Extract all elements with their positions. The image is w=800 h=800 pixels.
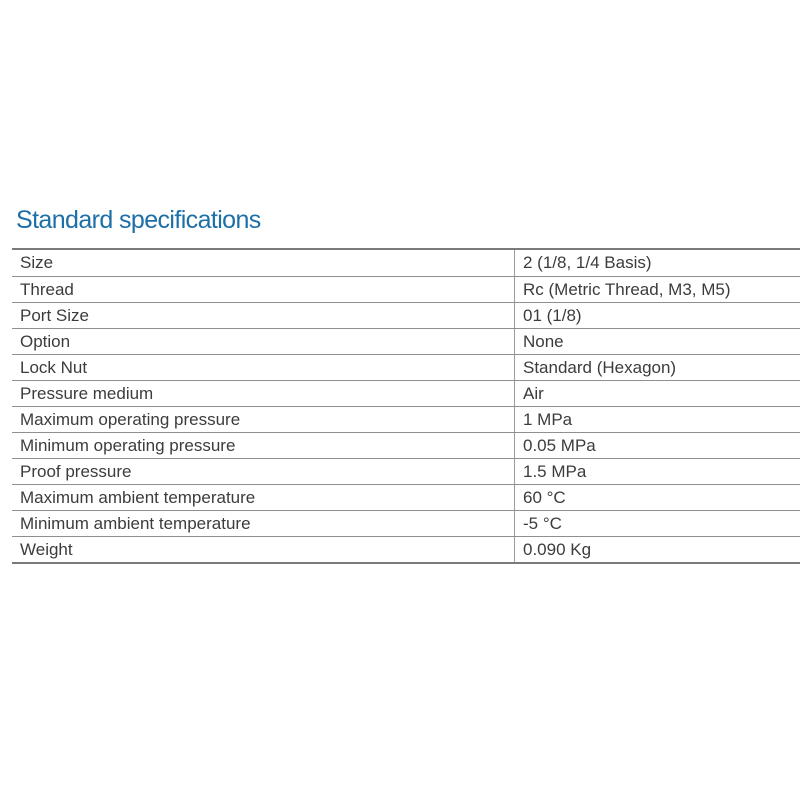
table-row bbox=[12, 510, 800, 536]
spec-value-proof-pressure: 1.5 MPa bbox=[515, 458, 800, 484]
table-row bbox=[12, 536, 800, 563]
table-row bbox=[12, 354, 800, 380]
spec-value-lock-nut: Standard (Hexagon) bbox=[515, 354, 800, 380]
table-row bbox=[12, 302, 800, 328]
table-row bbox=[12, 249, 800, 276]
spec-value-weight: 0.090 Kg bbox=[515, 536, 800, 563]
spec-label-proof-pressure: Proof pressure bbox=[12, 458, 515, 484]
spec-label-min-operating-pressure: Minimum operating pressure bbox=[12, 432, 515, 458]
spec-label-lock-nut: Lock Nut bbox=[12, 354, 515, 380]
spec-label-port-size: Port Size bbox=[12, 302, 515, 328]
table-row bbox=[12, 380, 800, 406]
spec-value-port-size: 01 (1/8) bbox=[515, 302, 800, 328]
table-row bbox=[12, 458, 800, 484]
spec-value-pressure-medium: Air bbox=[515, 380, 800, 406]
spec-table-body bbox=[12, 249, 800, 563]
table-row bbox=[12, 276, 800, 302]
table-row bbox=[12, 432, 800, 458]
spec-value-thread: Rc (Metric Thread, M3, M5) bbox=[515, 276, 800, 302]
table-row bbox=[12, 484, 800, 510]
spec-label-option: Option bbox=[12, 328, 515, 354]
spec-label-size: Size bbox=[12, 249, 515, 276]
spec-value-option: None bbox=[515, 328, 800, 354]
spec-label-max-ambient-temperature: Maximum ambient temperature bbox=[12, 484, 515, 510]
spec-label-weight: Weight bbox=[12, 536, 515, 563]
spec-label-thread: Thread bbox=[12, 276, 515, 302]
table-row bbox=[12, 328, 800, 354]
spec-value-size: 2 (1/8, 1/4 Basis) bbox=[515, 249, 800, 276]
spec-value-max-ambient-temperature: 60 °C bbox=[515, 484, 800, 510]
spec-table bbox=[12, 248, 800, 564]
spec-value-min-operating-pressure: 0.05 MPa bbox=[515, 432, 800, 458]
spec-value-min-ambient-temperature: -5 °C bbox=[515, 510, 800, 536]
spec-label-min-ambient-temperature: Minimum ambient temperature bbox=[12, 510, 515, 536]
spec-value-max-operating-pressure: 1 MPa bbox=[515, 406, 800, 432]
table-row bbox=[12, 406, 800, 432]
spec-label-pressure-medium: Pressure medium bbox=[12, 380, 515, 406]
page-title: Standard specifications bbox=[16, 206, 261, 234]
spec-label-max-operating-pressure: Maximum operating pressure bbox=[12, 406, 515, 432]
